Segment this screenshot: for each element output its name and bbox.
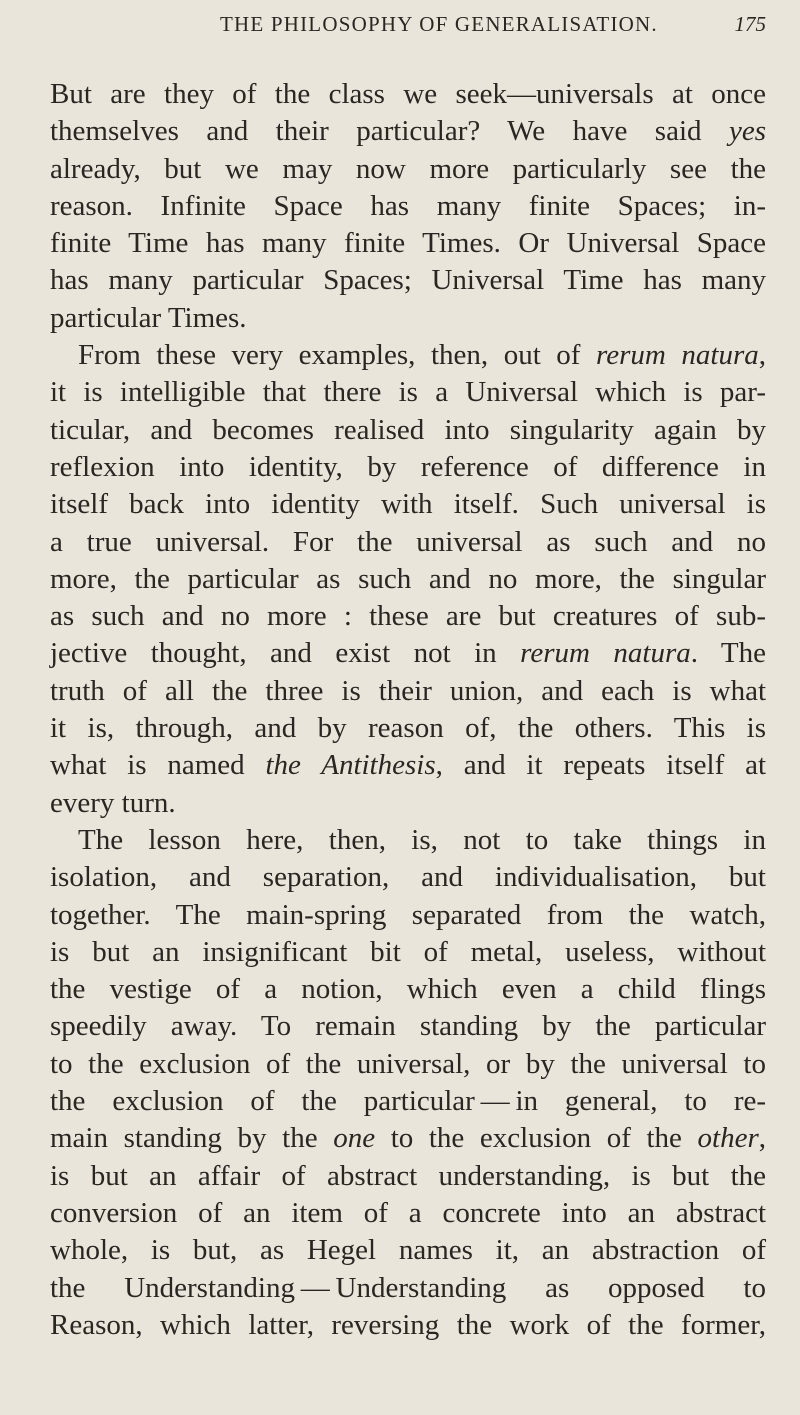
text-line: [50, 822, 766, 859]
text-segment: is but an affair of abstract understanding, is but the: [50, 1159, 766, 1192]
text-segment: conversion of an item of a concrete into an abstract: [50, 1196, 766, 1229]
text-segment: ,: [758, 339, 766, 372]
running-head: [220, 12, 766, 42]
text-line: [50, 1270, 766, 1307]
text-segment: whole, is but, as Hegel names it, an abstraction of: [50, 1234, 766, 1267]
text-segment: already, but we may now more particularly see the: [50, 152, 766, 185]
text-segment: the vestige of a notion, which even a child flings: [50, 973, 766, 1006]
text-line: [50, 561, 766, 598]
text-line: [50, 1195, 766, 1232]
text-segment: together. The main-spring separated from the watch,: [50, 898, 766, 931]
text-segment: Reason, which latter, reversing the work of the former,: [50, 1308, 766, 1341]
text-line: [50, 449, 766, 486]
text-segment: truth of all the three is their union, and each is what: [50, 674, 766, 707]
text-segment: reflexion into identity, by reference of difference in: [50, 450, 766, 483]
italic-text-segment: the Antithesis: [265, 749, 436, 782]
text-segment: . The: [690, 637, 766, 670]
italic-text-segment: yes: [728, 115, 766, 148]
text-segment: it is intelligible that there is a Universal which is par-: [50, 376, 766, 409]
text-line: [50, 1307, 766, 1344]
body-text: [50, 76, 766, 1344]
text-line: [50, 151, 766, 188]
italic-text-segment: other: [697, 1122, 759, 1155]
text-segment: the Understanding — Understanding as opposed to: [50, 1271, 766, 1304]
text-segment: reason. Infinite Space has many finite Spaces; in-: [50, 189, 766, 222]
text-segment: jective thought, and exist not in: [50, 637, 521, 670]
text-segment: itself back into identity with itself. Such universal is: [50, 488, 766, 521]
text-line: [50, 1120, 766, 1157]
text-segment: every turn.: [50, 786, 176, 819]
text-line: [50, 859, 766, 896]
text-segment: to the exclusion of the universal, or by the universal to: [50, 1047, 766, 1080]
text-line: [50, 1083, 766, 1120]
text-segment: main standing by the: [50, 1122, 334, 1155]
text-segment: it is, through, and by reason of, the others. This is: [50, 712, 766, 745]
text-line: [50, 1232, 766, 1269]
running-head-title: THE PHILOSOPHY OF GENERALISATION.: [220, 12, 658, 36]
page-number: 175: [734, 12, 766, 36]
text-line: [50, 113, 766, 150]
text-line: [50, 412, 766, 449]
italic-text-segment: one: [333, 1122, 376, 1155]
text-segment: But are they of the class we seek—universals at once: [50, 78, 766, 110]
text-line: [50, 635, 766, 672]
text-line: [50, 524, 766, 561]
text-line: [50, 710, 766, 747]
text-line: [50, 225, 766, 262]
text-line: [50, 897, 766, 934]
text-line: [50, 337, 766, 374]
text-line: [50, 1008, 766, 1045]
text-segment: a true universal. For the universal as such and no: [50, 525, 766, 558]
text-segment: , and it repeats itself at: [435, 749, 767, 782]
text-segment: speedily away. To remain standing by the particular: [50, 1010, 766, 1043]
text-line: [50, 934, 766, 971]
text-line: [50, 598, 766, 635]
text-segment: themselves and their particular? We have said: [50, 115, 729, 148]
text-line: [50, 747, 766, 784]
text-line: [50, 76, 766, 113]
text-segment: particular Times.: [50, 301, 247, 334]
text-segment: is but an insignificant bit of metal, useless, without: [50, 935, 766, 968]
text-line: [50, 374, 766, 411]
text-segment: The lesson here, then, is, not to take things in: [78, 823, 766, 856]
text-segment: as such and no more : these are but creatures of sub-: [50, 600, 766, 633]
text-line: [50, 1158, 766, 1195]
text-segment: more, the particular as such and no more, the singular: [50, 562, 766, 595]
italic-text-segment: rerum natura: [520, 637, 691, 670]
text-segment: to the exclusion of the: [375, 1122, 698, 1155]
text-line: [50, 188, 766, 225]
text-segment: the exclusion of the particular — in general, to re-: [50, 1085, 766, 1118]
text-segment: has many particular Spaces; Universal Time has many: [50, 264, 766, 297]
text-segment: ,: [758, 1122, 766, 1155]
text-line: [50, 486, 766, 523]
text-line: [50, 785, 766, 822]
text-line: [50, 262, 766, 299]
text-segment: ticular, and becomes realised into singularity again by: [50, 413, 766, 446]
text-line: [50, 1046, 766, 1083]
text-line: [50, 971, 766, 1008]
text-segment: From these very examples, then, out of: [78, 339, 597, 372]
text-segment: what is named: [50, 749, 266, 782]
text-line: [50, 673, 766, 710]
text-segment: isolation, and separation, and individualisation, but: [50, 861, 766, 894]
italic-text-segment: rerum natura: [596, 339, 759, 372]
text-segment: finite Time has many finite Times. Or Universal Space: [50, 227, 766, 260]
text-line: [50, 300, 766, 337]
